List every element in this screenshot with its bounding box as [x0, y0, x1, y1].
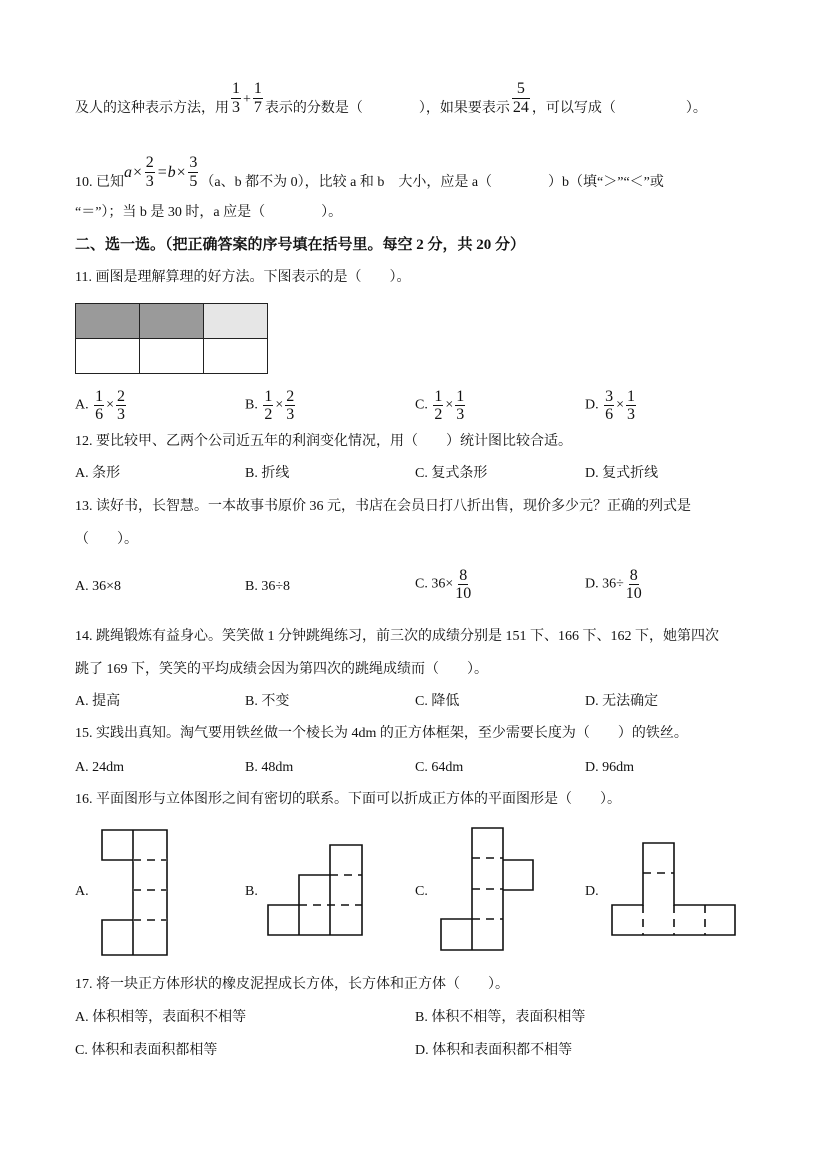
q14-option-c[interactable]: C. 降低	[415, 694, 460, 709]
q12-option-d[interactable]: D. 复式折线	[585, 466, 659, 481]
text: B.	[245, 397, 258, 413]
text: a×	[124, 164, 143, 181]
text: 1	[434, 388, 443, 405]
q15-question: 15. 实践出真知。淘气要用铁丝做一个棱长为 4dm 的正方体框架，至少需要长度为（ ）的铁丝。	[75, 726, 688, 741]
text: 2	[434, 406, 443, 423]
q13-option-b[interactable]: B. 36÷8	[245, 579, 291, 594]
q17-option-c[interactable]: C. 体积和表面积都相等	[75, 1043, 218, 1058]
q14-question: 14. 跳绳锻炼有益身心。笑笑做 1 分钟跳绳练习，前三次的成绩分别是 151 下、166 下、162 下，她第四次	[75, 629, 719, 644]
net-b-diagram	[268, 845, 362, 935]
q12-option-b[interactable]: B. 折线	[245, 466, 290, 481]
q15-option-a[interactable]: A. 24dm	[75, 760, 124, 775]
net-a-diagram	[102, 830, 167, 955]
q9-text: 表示的分数是（ ），如果要表示	[264, 101, 510, 116]
net-c-diagram	[441, 828, 533, 950]
q14-question-cont: 跳了 169 下，笑笑的平均成绩会因为第四次的跳绳成绩而（ ）。	[75, 662, 488, 677]
text: 3	[605, 388, 614, 405]
text: 3	[189, 154, 198, 171]
text: 3	[286, 406, 295, 423]
q9-text: ，可以写成（ ）。	[531, 101, 707, 116]
text: 2	[145, 154, 154, 171]
q17-option-d[interactable]: D. 体积和表面积都不相等	[415, 1043, 573, 1058]
q15-option-d[interactable]: D. 96dm	[585, 760, 634, 775]
text: D.	[585, 397, 599, 413]
text: 1	[264, 388, 273, 405]
text: 24	[512, 99, 529, 116]
q13-option-a[interactable]: A. 36×8	[75, 579, 122, 594]
text: C. 36×	[415, 576, 454, 592]
q15-option-c[interactable]: C. 64dm	[415, 760, 464, 775]
text: ×	[445, 397, 454, 413]
text: 1	[627, 388, 636, 405]
q12-question: 12. 要比较甲、乙两个公司近五年的利润变化情况，用（ ）统计图比较合适。	[75, 434, 572, 449]
text: 3	[117, 406, 126, 423]
text: +	[243, 92, 251, 107]
text: 10	[455, 585, 472, 602]
q12-option-a[interactable]: A. 条形	[75, 466, 121, 481]
text: 8	[629, 567, 638, 584]
text: =b×	[156, 164, 187, 181]
text: 10. 已知	[75, 175, 124, 190]
text: 1	[232, 80, 240, 97]
q16-option-c[interactable]: C.	[415, 884, 428, 899]
text: 1	[456, 388, 465, 405]
section-heading: 二、选一选。（把正确答案的序号填在括号里。每空 2 分，共 20 分）	[75, 237, 526, 253]
text: D. 36÷	[585, 576, 624, 592]
q13-question-cont: （ ）。	[75, 532, 138, 547]
text: 3	[456, 406, 465, 423]
text: ×	[106, 397, 115, 413]
text: 10	[625, 585, 642, 602]
text: 8	[459, 567, 468, 584]
q14-option-a[interactable]: A. 提高	[75, 694, 121, 709]
q16-option-b[interactable]: B.	[245, 884, 258, 899]
text: （a、b 都不为 0），比较 a 和 b 大小，应是 a（ ）b（填“＞”“＜”或	[200, 175, 664, 190]
text: 1	[253, 80, 262, 97]
q17-option-a[interactable]: A. 体积相等，表面积不相等	[75, 1010, 247, 1025]
text: ×	[275, 397, 284, 413]
text: 1	[95, 388, 104, 405]
q10-line2: “＝”）；当 b 是 30 时，a 应是（ ）。	[75, 205, 343, 220]
q17-question: 17. 将一块正方体形状的橡皮泥捏成长方体，长方体和正方体（ ）。	[75, 977, 509, 992]
text: 6	[605, 406, 614, 423]
text: 7	[253, 99, 262, 116]
q17-option-b[interactable]: B. 体积不相等，表面积相等	[415, 1010, 586, 1025]
text: 2	[264, 406, 273, 423]
q16-option-d[interactable]: D.	[585, 884, 599, 899]
q16-option-a[interactable]: A.	[75, 884, 89, 899]
text: 6	[95, 406, 104, 423]
q9-text: 及人的这种表示方法，用	[75, 101, 229, 116]
q11-question: 11. 画图是理解算理的好方法。下图表示的是（ ）。	[75, 270, 411, 285]
text: A.	[75, 397, 89, 413]
text: 5	[516, 80, 525, 97]
q13-question: 13. 读好书，长智慧。一本故事书原价 36 元，书店在会员日打八折出售，现价多少元？正确的列式是	[75, 499, 691, 514]
text: 5	[189, 173, 198, 190]
text: ×	[616, 397, 625, 413]
text: 3	[145, 173, 154, 190]
q14-option-d[interactable]: D. 无法确定	[585, 694, 659, 709]
q15-option-b[interactable]: B. 48dm	[245, 760, 294, 775]
q14-option-b[interactable]: B. 不变	[245, 694, 290, 709]
net-d-diagram	[612, 843, 735, 935]
text: C.	[415, 397, 428, 413]
text: 3	[232, 99, 240, 116]
text: 3	[627, 406, 636, 423]
q16-question: 16. 平面图形与立体图形之间有密切的联系。下面可以折成正方体的平面图形是（ ）。	[75, 792, 621, 807]
q12-option-c[interactable]: C. 复式条形	[415, 466, 488, 481]
text: 2	[117, 388, 126, 405]
text: 2	[286, 388, 295, 405]
